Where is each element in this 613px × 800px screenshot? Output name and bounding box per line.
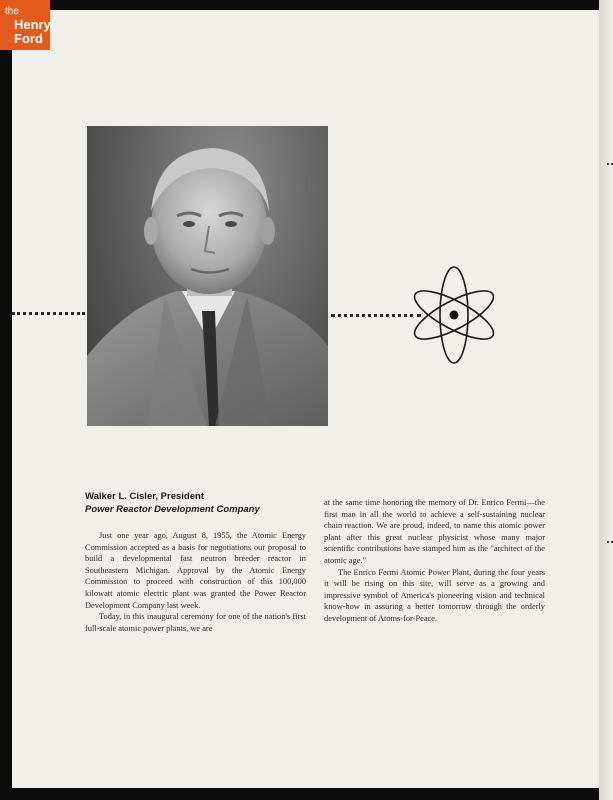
- next-page-edge: [599, 0, 613, 800]
- atom-icon: [407, 265, 502, 365]
- caption-company: Power Reactor Development Company: [85, 504, 260, 515]
- portrait-illustration: [87, 126, 328, 426]
- henry-ford-logo: the Henry Ford: [0, 0, 50, 50]
- paragraph: Today, in this inaugural ceremony for one of the nation's first full-scale atomic power plants, we are: [85, 612, 306, 633]
- dotted-rule-left: [12, 312, 85, 315]
- photo-caption: [85, 490, 325, 516]
- text-column-right: [324, 497, 545, 625]
- paragraph: at the same time honoring the memory of Dr. Enrico Fermi—the first man in all the world to achieve a self-sustaining nuclear chain reaction. We are proud, indeed, to name this atomic power plant after this great nuclear physicist whose many major scientific contributions have stamped him as the "architect of the atomic age.": [324, 498, 545, 565]
- paragraph: Just one year ago, August 8, 1955, the Atomic Energy Commission accepted as a basis for negotiations our proposal to build a developmental fast neutron breeder reactor in Southeastern Michigan. Approval by the Atomic Energy Commission to proceed with construction of this 100,000 kilowatt atomic electric plant was granted the Power Reactor Development Company last week.: [85, 531, 306, 610]
- portrait-photo: [87, 126, 328, 426]
- text-column-left: [85, 530, 306, 634]
- caption-name: Walker L. Cisler, President: [85, 491, 204, 502]
- paragraph: The Enrico Fermi Atomic Power Plant, during the four years it will be rising on this site, will serve as a growing and impressive symbol of America's pioneering vision and technical know-how in assuring a better tomorrow through the orderly development of Atoms-for-Peace.: [324, 567, 545, 623]
